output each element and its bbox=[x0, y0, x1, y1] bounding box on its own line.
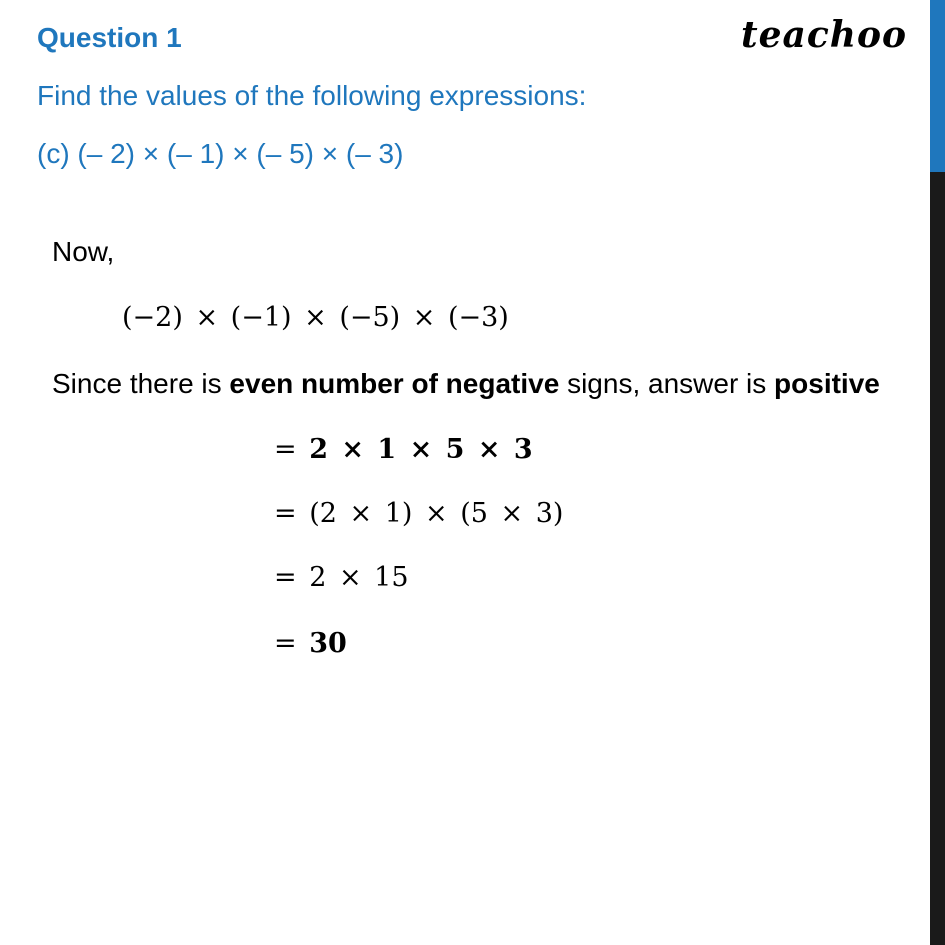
reason-emphasis-positive: positive bbox=[774, 368, 880, 399]
question-prompt: Find the values of the following expressions: bbox=[37, 80, 587, 111]
teachoo-logo: teachoo bbox=[741, 14, 907, 56]
sign-rule-statement bbox=[52, 368, 880, 400]
reason-emphasis-negative: even number of negative bbox=[229, 368, 560, 399]
scrollbar-thumb[interactable] bbox=[930, 0, 945, 172]
step-4-equals: = bbox=[274, 628, 310, 659]
step-1-equals: = bbox=[274, 434, 310, 465]
step-3: = 2 × 15 bbox=[274, 562, 409, 593]
question-title: Question 1 bbox=[37, 22, 182, 53]
step-1-expression: 2 × 1 × 5 × 3 bbox=[309, 434, 533, 465]
question-part-c: (c) (– 2) × (– 1) × (– 5) × (– 3) bbox=[37, 138, 404, 169]
final-answer bbox=[274, 628, 347, 659]
step-2: = (2 × 1) × (5 × 3) bbox=[274, 498, 564, 529]
step-1 bbox=[274, 434, 533, 465]
final-answer-value: 30 bbox=[309, 628, 347, 659]
reason-prefix: Since there is bbox=[52, 368, 230, 399]
reason-middle: signs, answer is bbox=[559, 368, 775, 399]
main-expression: (−2) × (−1) × (−5) × (−3) bbox=[122, 302, 509, 333]
solution-intro: Now, bbox=[52, 236, 115, 267]
